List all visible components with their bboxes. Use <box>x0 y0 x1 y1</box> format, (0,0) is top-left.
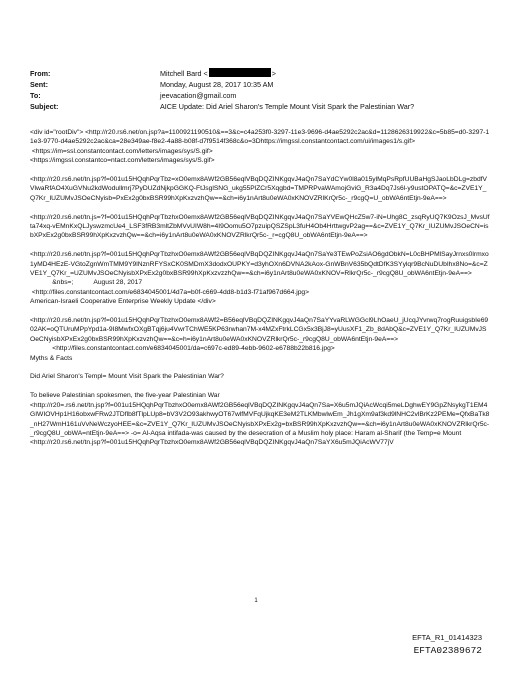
body-paragraph: <http://r20.rs6.net/tn.jsp?f=001u15HQqhPqrTbz=xO0emx8AWf2GB56eqlVBqDQZINKgqvJ4aQn7SaYdCYw0l8a015ylMqPsRpfUUBaHgSJaoLbDLg=zbdfVVlwaRfAO4XuGVNu2kdWodullmrj7PyDUZdNjkpGGKQ-FtJsglSNG_ukg55PlZCr5Xqgbd=TMPRPvaWAmojGviG_R3a4Dq7Js6l-y9ustOPATQ=&c=ZVE1Y_Q7Kr_IUZUMvJSOeCNyisb=PxEx2g0bxBSR99hXpKxzvzhQw==&ch=i6y1nArt8u0eWA0xKNOVZRlKrQr5c-_r9cgQ=U_obWA6ntEtjn-9eA==> <box>30 176 487 202</box>
to-row <box>30 90 414 101</box>
subject-row <box>30 101 414 112</box>
redaction-box <box>209 68 271 77</box>
body-paragraph: To believe Palestinian spokesmen, the five-year Palestinian War <http://r20=.rs6.net/tn.jsp?f=001u15HQqhPqrTbzhxO0emx8AWf2GB56eqlVBqDQZINKgqvJ4aQn7Sa=X6u5mJQiAcWcqi5meLDghwEY9GpZNsykgT1EM4GIWIOVHp1H16obxwFRw2JTDflb8fTlpLUp8=bV3V2O93akhwyOT67wlfMVFqUjkqKE3eM2TLKMbwlwEm_Jh1gXm9af3kd9lNHC2vlBrKz2PEMe=QfxBaTk8_nH27WmH161uVvNeWczyoHEE=&c=ZVE1Y_Q7Kr_IUZUMvJSOeCNyisbXPxEx2g=bxBSR99hXpKxzvzhQw==&ch=i6y1nArt8u0eWA0xKNOVZRlkrQr5c-_r9cgQ8U_obWA=ntEtjn-9eA==> -o= Al-Aqsa intifada-was caused by the desecration of a Muslim holy place: Haram al-Sharif (the Temp=e Mount <http://r20.rs6.net/tn.jsp?f=001u15HQqhPqrTbzhxO0emx8AWf2GB56eqlVBqDQZINKgqvJ4aQn7SaYX6u5mJQiAcWV77jV <box>30 392 490 447</box>
efta-id-small: EFTA_R1_01414323 <box>412 633 482 642</box>
page-number: 1 <box>254 598 258 604</box>
from-label: From: <box>30 69 51 78</box>
email-body <box>30 128 490 457</box>
sent-label: Sent: <box>30 80 48 89</box>
body-paragraph: <http://r20.rs6.net/tn.js=?f=001u15HQqhPqrTbzhxO0emx8AWf2GB56eqlVBqDQZINKgqvJ4aQn7SaYVEwQHcZ5w7-iN=Uhg8C_zsqRyUQ7K9OzsJ_MvsUfta74xq-vEMnKxQLJyswzmcUe4_LSF3fRB3mltZbMVvUIW8h=4I9Oomu5O7pzuipQSZSpL3fuH4Ob4HrttwgvP2ag==&c=ZVE1Y_Q7Kr_IUZUMvJSOeCN=isbXPxEx2g0bxBSR99hXpKxzvzhQw==&ch=i6y1nArt8u0eWA0xKNOVZRlkrQr5c-_r=cgQ8U_obWA6ntEtjn-9eA==> <box>30 213 490 240</box>
sent-value: Monday, August 28, 2017 10:35 AM <box>160 80 274 89</box>
subject-label: Subject: <box>30 102 59 111</box>
article-title: Did Ariel Sharon's Templ= Mount Visit Spark the Palestinian War? <box>30 373 224 381</box>
efta-id-large: EFTA02389672 <box>413 645 482 656</box>
body-paragraph: <http://r20.rs6.net/tn.jsp?f=001u15HQqhPqrTbzhxO0emx8AWf2=B56eqlVBqDQZINKgqvJ4aQn7SaYYvaRLWGGcl9LhOaeU_jUcqJYvrwq7rogRuuigsbIe6902AK=oQTUruMPpYpd1a-9I8MwfxOXgBTqj6ju4VwrTChWE5KP63rwhan7M-x4MZxFtrkLCGx5x3BjJ8=yUusXF1_Zb_8dAbQ&c=ZVE1Y_Q7Kr_IUZUMvJSOeCNyisbXPxEx2g0bxBSR99hXpKxzvzhQw==&c=h=i6y1nArt8u0eWA0xKNOVZRlkrQr5c-_r9cgQ8U_obWA6ntEtjn-9eA==> <http://files.constantcontact.com/e6834045001/da=c697c-ed89-4ebb-9602-e6788b22b816.jpg> Myths & Facts <box>30 317 489 362</box>
subject-value: AICE Update: Did Ariel Sharon's Temple Mount Visit Spark the Palestinian War? <box>160 102 415 111</box>
body-paragraph: <div id="rootDiv"> <http://r20.rs6.net/on.jsp?a=1100921190510&==3&c=c4a253f0-3297-11e3-9696-d4ae5292c2ac&d=1128626319922&c=5b85=d0-3297-11e3-9770-d4ae5292c2ac&ca=28e349ae-f8e2-4a88-b08f-d7f9514f368c&o=3Dhttps://imgssl.constantcontact.com/ui/images1/s.gif> <https://im=ssl.constantcontact.com/letters/images/sys/S.gif> <https://imgssl.constantco=ntact.com/letters/images/sys/S.gif> <box>30 129 490 165</box>
to-value: jeevacation@gmail.com <box>160 91 237 100</box>
to-label: To: <box>30 91 41 100</box>
from-row <box>30 68 414 79</box>
email-header <box>30 68 414 112</box>
body-paragraph: <http://r20.rs6.net/tn.jsp?f=001u15HQqhPqrTbzhxO0emx8AWf2GB56eqlVBqDQZINKgqvJ4aQn7SaYe3TEwPoZsiAO6gdObkN=L0cBHPMlSayJrnxs0lrmxo1yMD4HEzE-VGtoZgnWmTMM9Y9lNznRFYSxCK0SMDmX3dodxOUPKY=d3yhOXn6DVNA2kAox-GnWBnV635bQdtDfK3SYylqr9BcNuDUbIhx8No=&c=ZVE1Y_Q7Kr_=UZUMvJSOeCNyisbXPxEx2g0bxBSR99hXpKxzvzzhQw==&ch=i6y1nArt8u0eWA0xKNOV=RlkrQr5c-_r9cgQ8U_obWA6ntEtjn-9eA==> &nbs=; August 28, 2017 <http://files.constantcontact.com/e6834045001/4d7a=b0f-c669-4dd8-b1d3-f71af967d664.jpg> American-Israeli Cooperative Enterprise Weekly Update </div> <box>30 251 489 306</box>
sent-row <box>30 79 414 90</box>
from-value: Mitchell Bard < > <box>160 69 276 78</box>
